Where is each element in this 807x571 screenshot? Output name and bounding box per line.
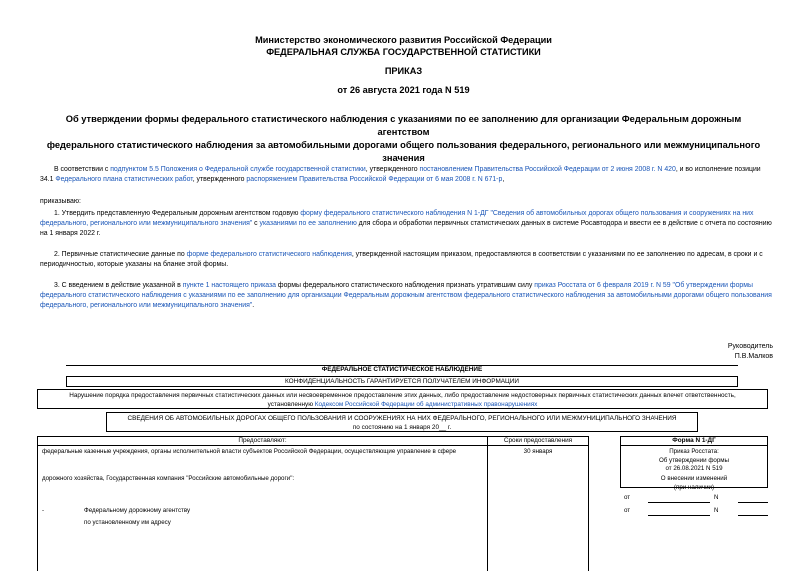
decree-link[interactable]: распоряжением Правительства Российской Федерации от 6 мая 2008 г. N 671-р (246, 176, 503, 183)
warning-line-1: Нарушение порядка предоставления первичных статистических данных или несвоевременное предоставление этих данных, либо предоставление недостоверных первичных статистических данных влечет ответственность, (69, 392, 736, 399)
confidentiality-banner: КОНФИДЕНЦИАЛЬНОСТЬ ГАРАНТИРУЕТСЯ ПОЛУЧАТЕЛЕМ ИНФОРМАЦИИ (66, 376, 738, 387)
approval-bottom-border (620, 487, 768, 488)
form-code-box: Форма N 1-ДГ (620, 436, 768, 446)
table-left-border (37, 445, 38, 571)
preamble-paragraph (40, 165, 772, 185)
item-text: 1. Утвердить представленную Федеральным дорожным агентством годовую (54, 210, 301, 217)
form-observation-link[interactable]: форме федерального статистического наблюдения (186, 251, 352, 258)
form-link[interactable]: форму федерального статистического наблюдения N 1-ДГ "Сведения об автомобильных дорогах общего пользования и сооружениях на них федерального, регионального или межмуниципального значения" (40, 210, 754, 227)
order-item-2 (40, 250, 772, 270)
number-label-2: N (714, 507, 719, 514)
order-word: приказываю: (40, 198, 81, 205)
order-item-3 (40, 281, 772, 311)
table-middle-border (487, 445, 488, 571)
number-label-1: N (714, 494, 719, 501)
signature-block (728, 342, 773, 362)
col-header-deadline: Сроки предоставления (487, 436, 589, 446)
from-label-2: от (624, 507, 631, 514)
document-date-number: от 26 августа 2021 года N 519 (337, 85, 470, 95)
preamble-text: , (502, 176, 505, 183)
col-header-submit: Предоставляют: (37, 436, 488, 446)
row-3-text: Федеральному дорожному агентству (84, 507, 191, 514)
warning-box (37, 389, 768, 409)
item-text: , утвержденной настоящим приказом, предоставляются в соответствии с указаниями по ее заполнению по адресам, в сроки и с периодичностью, которые указаны на бланке этой формы. (40, 251, 763, 268)
admin-code-link[interactable]: Кодексом Российской Федерации об административных правонарушениях (314, 401, 538, 408)
approval-line: Приказ Росстата: (669, 448, 719, 455)
clause-link[interactable]: пункте 1 настоящего приказа (182, 282, 276, 289)
signer-role: Руководитель (727, 343, 773, 350)
form-banner-title: ФЕДЕРАЛЬНОЕ СТАТИСТИЧЕСКОЕ НАБЛЮДЕНИЕ (321, 366, 483, 373)
banner-top-border (66, 365, 738, 366)
signer-name: П.В.Малков (734, 353, 773, 360)
federal-plan-link[interactable]: Федерального плана статистических работ (55, 176, 193, 183)
subject-line-1: СВЕДЕНИЯ ОБ АВТОМОБИЛЬНЫХ ДОРОГАХ ОБЩЕГО ПОЛЬЗОВАНИЯ И СООРУЖЕНИЯХ НА НИХ ФЕДЕРАЛЬНОГО, РЕГИОНАЛЬНОГО ИЛИ МЕЖМУНИЦИПАЛЬНОГО ЗНАЧЕНИЯ (127, 415, 677, 422)
item-text: 2. Первичные статистические данные по (54, 251, 187, 258)
item-text: 3. С введением в действие указанной в (54, 282, 183, 289)
warning-text: установленную (267, 401, 315, 408)
date-blank-1[interactable] (648, 502, 710, 503)
item-text: . (252, 302, 255, 309)
changes-line: (при наличии) (673, 483, 715, 491)
order-item-1 (40, 209, 772, 239)
row-2-text: дорожного хозяйства, Государственная компания "Российские автомобильные дороги": (42, 475, 295, 482)
item-text: формы федерального статистического наблюдения признать утратившим силу (275, 282, 535, 289)
instructions-link[interactable]: указаниями по ее заполнению (259, 220, 357, 227)
document-title (40, 113, 767, 165)
approval-line: от 26.08.2021 N 519 (665, 465, 723, 472)
preamble-text: В соответствии с (54, 166, 111, 173)
resolution-link[interactable]: постановлением Правительства Российской Федерации от 2 июня 2008 г. N 420 (419, 166, 676, 173)
date-blank-2[interactable] (648, 515, 710, 516)
subject-box (106, 412, 698, 432)
warning-line-2 (38, 400, 767, 409)
changes-block (621, 475, 767, 492)
preamble-text: , утвержденного (365, 166, 420, 173)
document-type: ПРИКАЗ (384, 66, 423, 76)
number-blank-1[interactable] (738, 502, 768, 503)
rosstat-order-link[interactable]: приказ Росстата от 6 февраля 2019 г. N 59 "Об утверждении формы федерального статистического наблюдения с указаниями по ее заполнению для организации Федеральным дорожным агентством федерального статистического наблюдения за автомобильными дорогами общего пользования федерального, регионального или межмуниципального значения" (40, 282, 772, 309)
approval-block (621, 448, 767, 474)
row-1-deadline: 30 января (523, 448, 553, 455)
from-label-1: от (624, 494, 631, 501)
table-right-border (588, 445, 589, 571)
approval-right-border (767, 445, 768, 487)
item-text: с (252, 220, 260, 227)
approval-line: Об утверждении формы (658, 456, 730, 464)
changes-line: О внесении изменений (660, 475, 728, 482)
number-blank-2[interactable] (738, 515, 768, 516)
row-3-dash: - (42, 507, 45, 514)
ministry-name: Министерство экономического развития Российской Федерации (255, 35, 552, 45)
preamble-text: , и во исполнение позиции 34.1 (40, 166, 761, 183)
preamble-text: , утвержденного (192, 176, 247, 183)
row-4-text: по установленному им адресу (84, 519, 171, 526)
title-line-1: Об утверждении формы федерального статистического наблюдения с указаниями по ее заполнению для организации Федеральным дорожным агентством (65, 114, 742, 137)
item-text: для сбора и обработки первичных статистических данных в системе Росавтодора и ввести ее в действие с отчета по состоянию на 1 января 2022 г. (40, 220, 772, 237)
row-1-text: федеральные казенные учреждения, органы исполнительной власти субъектов Российской Федерации, осуществляющие управление в сфере (42, 448, 457, 455)
regulation-link[interactable]: подпунктом 5.5 Положения о Федеральной службе государственной статистики (110, 166, 366, 173)
title-line-2: федерального статистического наблюдения за автомобильными дорогами общего пользования федерального, регионального или межмуниципального значения (46, 140, 761, 163)
subject-line-2: по состоянию на 1 января 20__ г. (352, 424, 452, 431)
service-name: ФЕДЕРАЛЬНАЯ СЛУЖБА ГОСУДАРСТВЕННОЙ СТАТИСТИКИ (266, 47, 541, 57)
